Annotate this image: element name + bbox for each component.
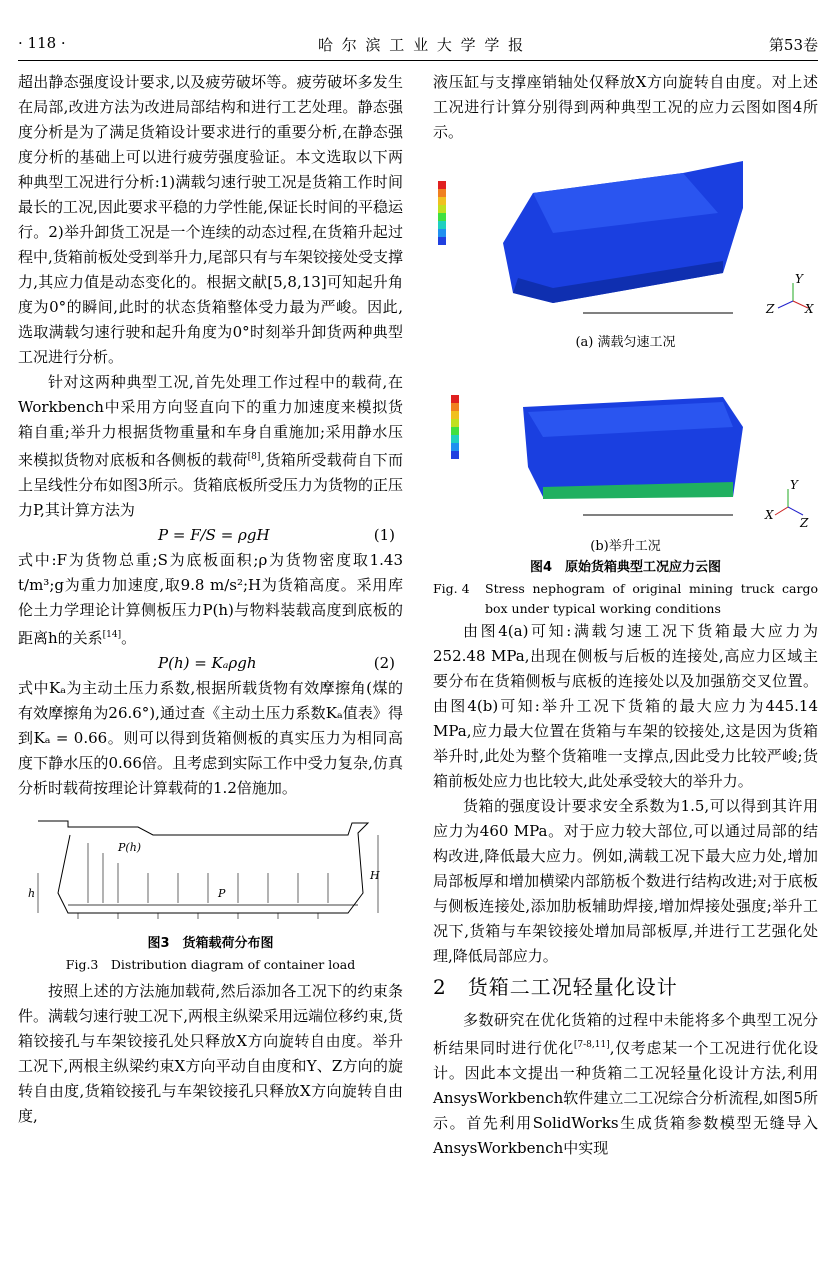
- paragraph: 式中:F为货物总重;S为底板面积;ρ为货物密度取1.43 t/m³;g为重力加速度,取9.8 m/s²;H为货箱高度。采用库伦土力学理论计算侧板压力P(h)与物料装载高度到底板的距离h的关系[14]。: [18, 551, 403, 647]
- left-column: [18, 70, 403, 1129]
- paragraph: 液压缸与支撑座销轴处仅释放X方向旋转自由度。对上述工况进行计算分别得到两种典型工况的应力云图如图4所示。: [433, 73, 818, 141]
- svg-text:P: P: [218, 887, 226, 900]
- equation-2: P(h) = Kₐρgh (2): [158, 654, 395, 672]
- volume-number: 第53卷: [768, 36, 818, 54]
- figure-4a-image: [433, 153, 818, 333]
- svg-text:Z: Z: [766, 302, 775, 316]
- section-heading: 2 货箱二工况轻量化设计: [433, 975, 678, 999]
- paragraph: 按照上述的方法施加载荷,然后添加各工况下的约束条件。满载匀速行驶工况下,两根主纵梁采用远端位移约束,货箱铰接孔与车架铰接孔处只释放X方向旋转自由度。举升工况下,两根主纵梁约束X方向平动自由度和Y、Z方向的旋转自由度,货箱铰接孔与车架铰接孔只释放X方向旋转自由度,: [18, 982, 403, 1125]
- svg-text:Y: Y: [790, 478, 798, 492]
- paragraph: 针对这两种典型工况,首先处理工作过程中的载荷,在Workbench中采用方向竖直向下的重力加速度来模拟货箱自重;举升力根据货物重量和车身自重施加;采用静水压来模拟货物对底板和各侧板的载荷[8],货箱所受载荷自下而上呈线性分布如图3所示。货箱底板所受压力为货物的正压力P,其计算方法为: [18, 373, 403, 519]
- axis-triad: [764, 478, 809, 530]
- svg-text:H: H: [370, 869, 380, 882]
- figure-4-caption: 图4 原始货箱典型工况应力云图: [529, 560, 722, 575]
- paragraph: 由图4(a)可知:满载匀速工况下货箱最大应力为252.48 MPa,出现在侧板与后板的连接处,高应力区域主要分布在货箱侧板与底板的连接处以及加强筋交叉位置。由图4(b)可知:举升工况下货箱的最大应力为445.14 MPa,应力最大位置在货箱与车架的铰接处,这是因为货箱举升时,此处为整个货箱唯一支撑点,因此受力比较严峻;货箱前板处应力也比较大,此处承受较大的举升力。: [433, 622, 818, 790]
- svg-text:X: X: [805, 302, 814, 316]
- color-legend: [438, 181, 446, 245]
- figure-4a-label: (a) 满载匀速工况: [575, 335, 676, 350]
- figure-4b-image: [433, 367, 818, 537]
- paragraph: 多数研究在优化货箱的过程中未能将多个典型工况分析结果同时进行优化[7-8,11],仅考虑某一个工况进行优化设计。因此本文提出一种货箱二工况轻量化设计方法,利用AnsysWorkbench软件建立二工况综合分析流程,如图5所示。首先利用SolidWorks生成货箱参数模型无缝导入AnsysWorkbench中实现: [433, 1011, 818, 1157]
- page-number: · 118 ·: [18, 34, 66, 52]
- citation: [14]: [102, 630, 122, 640]
- citation: [7-8,11]: [573, 1040, 610, 1050]
- header-rule: [18, 60, 818, 61]
- paragraph: 式中Kₐ为主动土压力系数,根据所载货物有效摩擦角(煤的有效摩擦角为26.6°),通过查《主动土压力系数Kₐ值表》得到Kₐ = 0.66。则可以得到货箱侧板的真实压力为相同高度下静水压的0.66倍。且考虑到实际工作中受力复杂,仿真分析时载荷按理论计算载荷的1.2倍施加。: [18, 679, 403, 797]
- load-distribution-svg: [18, 813, 403, 933]
- figure-4-caption-en: Fig. 4 Stress nephogram of original mining truck cargo box under typical working conditions: [433, 581, 818, 616]
- figure-4b-label: (b)举升工况: [590, 539, 661, 554]
- svg-text:h: h: [28, 887, 36, 900]
- right-column: [433, 70, 818, 1161]
- paragraph: 超出静态强度设计要求,以及疲劳破坏等。疲劳破坏多发生在局部,改进方法为改进局部结构和进行工艺处理。静态强度分析是为了满足货箱设计要求进行的重要分析,在静态强度分析的基础上可以进行疲劳强度验证。本文选取以下两种典型工况进行分析:1)满载匀速行驶工况是货箱工作时间最长的工况,因此要求平稳的力学性能,保证长时间的平稳运行。2)举升卸货工况是一个连续的动态过程,在货箱升起过程中,货箱前板处受到举升力,尾部只有与车架铰接处受支撑力,其应力值是动态变化的。根据文献[5,8,13]可知起升角度为0°的瞬间,此时的状态货箱整体受力最为严峻。因此,选取满载匀速行驶和起升角度为0°时刻举升卸货两种典型工况进行分析。: [18, 73, 403, 366]
- svg-text:Z: Z: [800, 516, 809, 530]
- color-legend: [451, 395, 459, 459]
- svg-text:P(h): P(h): [118, 841, 142, 854]
- svg-text:Y: Y: [795, 272, 803, 286]
- axis-triad: [765, 272, 814, 316]
- figure-3-caption: 图3 货箱载荷分布图: [147, 936, 274, 951]
- equation-1: P = F/S = ρgH (1): [158, 526, 395, 544]
- page-header: [18, 0, 818, 60]
- paragraph: 货箱的强度设计要求安全系数为1.5,可以得到其许用应力为460 MPa。对于应力较大部位,可以通过局部的结构改进,降低最大应力。例如,满载工况下最大应力处,增加局部板厚和增加横梁内部筋板个数进行结构改进;对于底板与侧板连接处,添加肋板辅助焊接,增加焊接处强度;举升工况下,货箱与车架铰接处增加局部板厚,并进行工艺强化处理,降低局部应力。: [433, 797, 818, 965]
- journal-title: 哈 尔 滨 工 业 大 学 学 报: [318, 36, 526, 54]
- figure-3-diagram: [18, 813, 403, 933]
- citation: [8]: [247, 452, 261, 462]
- figure-3-caption-en: Fig.3 Distribution diagram of container load: [65, 957, 356, 972]
- svg-text:X: X: [765, 508, 774, 522]
